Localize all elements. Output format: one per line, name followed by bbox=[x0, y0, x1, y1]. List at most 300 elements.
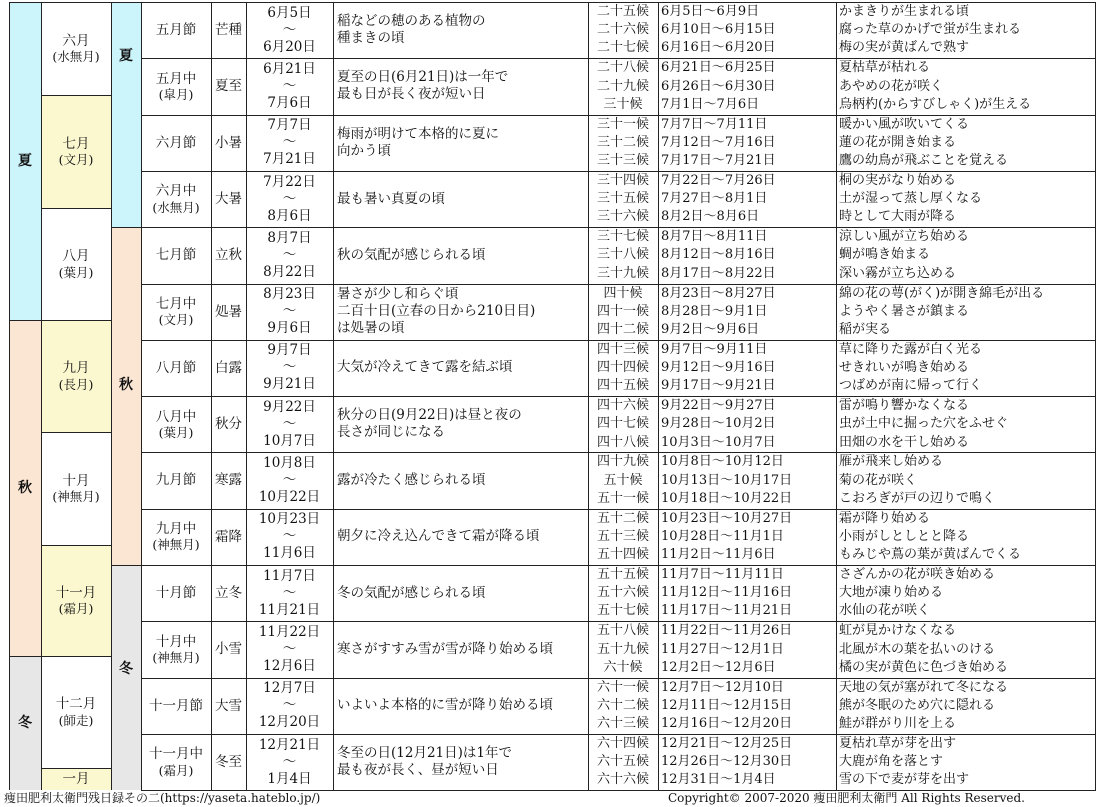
month-cell bbox=[41, 320, 111, 432]
sekki-name: 冬至 bbox=[215, 753, 242, 770]
sekki-kind-cell bbox=[141, 284, 211, 340]
sekki-name-cell bbox=[211, 509, 246, 565]
grid-line bbox=[9, 656, 41, 657]
grid-line bbox=[141, 678, 1096, 679]
sekki-kind-month: (文月) bbox=[158, 312, 194, 328]
footer-copyright: Copyright© 2007-2020 痩田肥利太衛門 All Rights Reserved. bbox=[668, 791, 1025, 805]
sekki-start-date: 7月7日 bbox=[267, 117, 312, 134]
sekki-range-tilde: ～ bbox=[282, 77, 297, 94]
kou-description: 鮭が群がり川を上る bbox=[839, 716, 957, 731]
season-label: 夏 bbox=[18, 152, 32, 169]
sekki-end-date: 11月6日 bbox=[263, 545, 316, 562]
sekki-name-cell bbox=[211, 171, 246, 227]
sekki-name: 秋分 bbox=[215, 416, 242, 433]
kou-description: 蜩が鳴き始まる bbox=[839, 247, 931, 263]
sekki-description-line: 冬の気配が感じられる頃 bbox=[337, 584, 486, 601]
kou-number: 四十七候 bbox=[596, 416, 649, 432]
sekki-dates-cell bbox=[246, 565, 333, 621]
sekki-description-line: 寒さがすすみ雪が雪が降り始める頃 bbox=[337, 640, 554, 657]
sekki-description-line: 暑さが少し和らぐ頃 bbox=[337, 286, 459, 303]
kou-number: 三十三候 bbox=[596, 153, 649, 168]
sekki-range-tilde: ～ bbox=[282, 584, 297, 601]
kou-number: 二十九候 bbox=[596, 78, 649, 94]
kou-number: 五十九候 bbox=[596, 641, 649, 657]
sekki-description-line: 向かう頃 bbox=[337, 142, 391, 159]
kou-number: 三十五候 bbox=[596, 191, 649, 207]
sekki-end-date: 9月21日 bbox=[263, 376, 316, 393]
month-cell bbox=[41, 2, 111, 95]
grid-line bbox=[141, 734, 1096, 735]
grid-line bbox=[111, 2, 112, 790]
season-cell bbox=[9, 320, 41, 656]
month-cell bbox=[41, 432, 111, 545]
sekki-end-date: 9月6日 bbox=[267, 320, 312, 337]
kou-period: 6月5日～6月9日 bbox=[661, 4, 760, 19]
sekki-description-line: は処暑の頃 bbox=[337, 320, 405, 337]
grid-line bbox=[41, 545, 111, 546]
kou-period: 11月7日～11月11日 bbox=[661, 567, 784, 582]
sekki-kind: 九月節 bbox=[155, 472, 197, 489]
kou-period: 9月22日～9月27日 bbox=[661, 398, 776, 414]
sekki-name-cell bbox=[211, 734, 246, 790]
kou-number: 五十一候 bbox=[596, 490, 649, 506]
sekki-range-tilde: ～ bbox=[282, 246, 297, 263]
sekki-name-cell bbox=[211, 452, 246, 508]
sekki-name: 処暑 bbox=[215, 303, 242, 320]
season-cell bbox=[9, 2, 41, 320]
sekki-start-date: 7月22日 bbox=[263, 173, 316, 190]
kou-number: 三十六候 bbox=[596, 209, 649, 225]
grid-line bbox=[141, 2, 142, 790]
kou-period: 9月7日～9月11日 bbox=[661, 341, 768, 357]
grid-line bbox=[9, 2, 41, 3]
sekki-start-date: 9月22日 bbox=[263, 398, 316, 415]
sekki-kind-month: (霜月) bbox=[158, 762, 194, 778]
month-cell bbox=[41, 208, 111, 320]
sekki-description-cell bbox=[337, 115, 586, 171]
kou-period: 12月21日～12月25日 bbox=[661, 735, 793, 751]
sekki-description-cell bbox=[337, 734, 586, 790]
kou-period: 6月10日～6月15日 bbox=[661, 22, 776, 38]
kou-number: 五十八候 bbox=[596, 623, 649, 639]
kou-number: 二十五候 bbox=[596, 4, 649, 19]
kou-period: 8月12日～8月16日 bbox=[661, 247, 776, 263]
kou-description: 草に降りた露が白く光る bbox=[839, 341, 983, 357]
sekki-dates-cell bbox=[246, 678, 333, 734]
sekki-kind-cell bbox=[141, 396, 211, 452]
sekki-kind: 六月節 bbox=[155, 134, 197, 151]
sekki-description-cell bbox=[337, 171, 586, 227]
kou-period: 7月27日～8月1日 bbox=[661, 191, 768, 207]
sekki-kind-cell bbox=[141, 171, 211, 227]
month-name: 九月 bbox=[62, 360, 90, 377]
kou-period: 11月27日～12月1日 bbox=[661, 641, 784, 657]
month-alt-name: (長月) bbox=[58, 376, 94, 392]
sekki-range-tilde: ～ bbox=[282, 134, 297, 151]
sekki-description-line: 稲などの穂のある植物の bbox=[337, 13, 486, 30]
kou-period: 12月7日～12月10日 bbox=[661, 679, 784, 695]
grid-line bbox=[141, 565, 1096, 566]
kou-number: 三十二候 bbox=[596, 134, 649, 150]
kou-number: 五十二候 bbox=[596, 510, 649, 526]
grid-line bbox=[1095, 2, 1096, 790]
kou-number: 四十候 bbox=[603, 285, 643, 301]
sekki-range-tilde: ～ bbox=[282, 359, 297, 376]
kou-number: 五十五候 bbox=[596, 567, 649, 582]
sekki-dates-cell bbox=[246, 452, 333, 508]
kou-description: こおろぎが戸の辺りで鳴く bbox=[839, 490, 996, 506]
inner-season-label: 冬 bbox=[119, 661, 133, 677]
kou-description: 大地が凍り始める bbox=[839, 585, 944, 601]
grid-line bbox=[41, 2, 111, 3]
grid-line bbox=[141, 452, 1096, 453]
kou-period: 10月28日～11月1日 bbox=[661, 528, 784, 544]
grid-line bbox=[9, 2, 10, 790]
kou-period: 11月17日～11月21日 bbox=[661, 603, 793, 619]
sekki-description-line: 最も日が長く夜が短い日 bbox=[337, 86, 486, 103]
month-alt-name: (葉月) bbox=[58, 264, 94, 280]
sekki-start-date: 11月7日 bbox=[263, 567, 316, 584]
kou-description: さざんかの花が咲き始める bbox=[839, 567, 996, 582]
kou-number: 六十一候 bbox=[596, 679, 649, 695]
season-label: 冬 bbox=[18, 714, 32, 731]
kou-period: 7月12日～7月16日 bbox=[661, 134, 776, 150]
kou-period: 6月26日～6月30日 bbox=[661, 78, 776, 94]
kou-period: 7月22日～7月26日 bbox=[661, 172, 776, 188]
sekki-start-date: 10月8日 bbox=[263, 455, 316, 472]
sekki-name-cell bbox=[211, 396, 246, 452]
kou-description: 虹が見かけなくなる bbox=[839, 623, 957, 639]
sekki-description-cell bbox=[337, 2, 586, 58]
kou-description: 小雨がしとしとと降る bbox=[839, 528, 970, 544]
sekki-kind-month: (皐月) bbox=[158, 87, 194, 103]
kou-period: 10月8日～10月12日 bbox=[661, 454, 784, 470]
sekki-name-cell bbox=[211, 565, 246, 621]
sekki-description-cell bbox=[337, 678, 586, 734]
sekki-description-line: 長さが同じになる bbox=[337, 424, 445, 441]
sekki-end-date: 11月21日 bbox=[258, 601, 321, 618]
month-alt-name: (神無月) bbox=[52, 489, 100, 505]
sekki-dates-cell bbox=[246, 115, 333, 171]
kou-period: 12月16日～12月20日 bbox=[661, 716, 793, 731]
sekki-kind: 十一月節 bbox=[149, 697, 203, 714]
sekki-name-cell bbox=[211, 58, 246, 114]
sekki-kind: 六月中 bbox=[155, 183, 197, 200]
grid-line bbox=[141, 284, 1096, 285]
month-name: 十二月 bbox=[55, 696, 97, 713]
sekki-end-date: 10月7日 bbox=[263, 432, 316, 449]
grid-line bbox=[41, 432, 111, 433]
kou-period: 11月2日～11月6日 bbox=[661, 547, 776, 563]
grid-line bbox=[836, 2, 837, 790]
kou-number: 五十三候 bbox=[596, 528, 649, 544]
kou-period: 7月17日～7月21日 bbox=[661, 153, 776, 168]
sekki-range-tilde: ～ bbox=[282, 697, 297, 714]
kou-description: 天地の気が塞がれて冬になる bbox=[839, 679, 1009, 695]
sekki-start-date: 6月21日 bbox=[263, 60, 316, 77]
sekki-range-tilde: ～ bbox=[282, 528, 297, 545]
kou-number: 三十一候 bbox=[596, 116, 649, 132]
month-alt-name: (文月) bbox=[58, 152, 94, 168]
sekki-end-date: 8月6日 bbox=[267, 207, 312, 224]
grid-line bbox=[111, 227, 141, 228]
kou-description: 田畑の水を干し始める bbox=[839, 434, 970, 450]
grid-line bbox=[211, 2, 212, 790]
sekki-start-date: 9月7日 bbox=[267, 342, 312, 359]
kou-period: 12月11日～12月15日 bbox=[661, 697, 793, 713]
month-cell bbox=[41, 768, 111, 790]
kou-period: 9月17日～9月21日 bbox=[661, 378, 776, 394]
grid-line bbox=[41, 656, 111, 657]
kou-description: 雪の下で麦が芽を出す bbox=[839, 772, 970, 788]
sekki-kind-cell bbox=[141, 115, 211, 171]
sekki-description-cell bbox=[337, 58, 586, 114]
sekki-kind: 七月中 bbox=[155, 296, 197, 313]
sekki-description-line: 夏至の日(6月21日)は一年で bbox=[337, 69, 509, 86]
kou-period: 8月2日～8月6日 bbox=[661, 209, 760, 225]
sekki-description-line: 梅雨が明けて本格的に夏に bbox=[337, 125, 499, 142]
kou-description: 北風が木の葉を払いのける bbox=[839, 641, 996, 657]
kou-description: 水仙の花が咲く bbox=[839, 603, 931, 619]
sekki-dates-cell bbox=[246, 621, 333, 677]
kou-description: 菊の花が咲く bbox=[839, 472, 918, 488]
kou-number: 六十六候 bbox=[596, 772, 649, 788]
sekki-start-date: 11月22日 bbox=[258, 623, 321, 640]
grid-line bbox=[41, 95, 111, 96]
sekki-description-cell bbox=[337, 340, 586, 396]
kou-period: 8月28日～9月1日 bbox=[661, 303, 768, 319]
sekki-name-cell bbox=[211, 115, 246, 171]
grid-line bbox=[141, 2, 1096, 3]
sekki-kind: 五月中 bbox=[155, 70, 197, 87]
month-cell bbox=[41, 656, 111, 768]
season-cell bbox=[9, 656, 41, 790]
sekki-name: 大雪 bbox=[215, 697, 242, 714]
inner-season-cell bbox=[111, 227, 141, 565]
sekki-name-cell bbox=[211, 621, 246, 677]
sekki-name: 霜降 bbox=[215, 528, 242, 545]
kou-description: 土が湿って蒸し厚くなる bbox=[839, 191, 983, 207]
sekki-name-cell bbox=[211, 227, 246, 283]
season-label: 秋 bbox=[18, 479, 32, 496]
sekki-description-cell bbox=[337, 509, 586, 565]
kou-description: 霜が降り始める bbox=[839, 510, 931, 526]
month-cell bbox=[41, 95, 111, 208]
sekki-dates-cell bbox=[246, 734, 333, 790]
kou-number: 三十九候 bbox=[596, 265, 649, 281]
sekki-dates-cell bbox=[246, 396, 333, 452]
kou-description: 蓮の花が開き始まる bbox=[839, 134, 957, 150]
kou-number: 五十四候 bbox=[596, 547, 649, 563]
sekki-description-line: 最も暑い真夏の頃 bbox=[337, 190, 445, 207]
sekki-description-cell bbox=[337, 452, 586, 508]
kou-description: 大鹿が角を落とす bbox=[839, 754, 944, 770]
kou-period: 11月22日～11月26日 bbox=[661, 623, 793, 639]
kou-description: ようやく暑さが鎮まる bbox=[839, 303, 970, 319]
sekki-start-date: 8月23日 bbox=[263, 286, 316, 303]
kou-number: 五十六候 bbox=[596, 585, 649, 601]
sekki-name-cell bbox=[211, 284, 246, 340]
inner-season-cell bbox=[111, 2, 141, 227]
kou-period: 8月23日～8月27日 bbox=[661, 285, 776, 301]
grid-line bbox=[658, 2, 659, 790]
month-name: 七月 bbox=[62, 135, 90, 152]
sekki-description-line: 二百十日(立春の日から210日目) bbox=[337, 303, 536, 320]
kou-number: 四十六候 bbox=[596, 398, 649, 414]
sekki-name-cell bbox=[211, 340, 246, 396]
kou-period: 6月16日～6月20日 bbox=[661, 40, 776, 56]
sekki-kind-cell bbox=[141, 340, 211, 396]
sekki-range-tilde: ～ bbox=[282, 190, 297, 207]
kou-number: 四十四候 bbox=[596, 360, 649, 375]
kou-number: 四十一候 bbox=[596, 303, 649, 319]
sekki-name: 小雪 bbox=[215, 641, 242, 658]
sekki-dates-cell bbox=[246, 227, 333, 283]
sekki-kind: 五月節 bbox=[155, 22, 197, 39]
kou-description: 雁が飛来し始める bbox=[839, 454, 944, 470]
kou-number: 三十候 bbox=[603, 96, 643, 112]
sekki-dates-cell bbox=[246, 284, 333, 340]
sekki-start-date: 10月23日 bbox=[258, 511, 321, 528]
inner-season-cell bbox=[111, 565, 141, 790]
kou-number: 四十九候 bbox=[596, 454, 649, 470]
sekki-name: 立秋 bbox=[215, 247, 242, 264]
sekki-range-tilde: ～ bbox=[282, 303, 297, 320]
sekki-dates-cell bbox=[246, 171, 333, 227]
kou-number: 四十八候 bbox=[596, 434, 649, 450]
kou-period: 12月2日～12月6日 bbox=[661, 659, 776, 675]
sekki-kind-month: (神無月) bbox=[152, 537, 200, 553]
sekki-name: 大暑 bbox=[215, 190, 242, 207]
kou-period: 10月13日～10月17日 bbox=[661, 472, 793, 488]
grid-line bbox=[141, 621, 1096, 622]
sekki-description-line: 大気が冷えてきて露を結ぶ頃 bbox=[337, 359, 513, 376]
grid-line bbox=[9, 320, 41, 321]
sekki-kind: 十月中 bbox=[155, 633, 197, 650]
grid-line bbox=[141, 340, 1096, 341]
kou-number: 四十三候 bbox=[596, 341, 649, 357]
sekki-description-line: 秋の気配が感じられる頃 bbox=[337, 246, 486, 263]
kou-description: あやめの花が咲く bbox=[839, 78, 944, 94]
kou-description: 夏枯草が枯れる bbox=[839, 60, 931, 76]
kou-period: 9月2日～9月6日 bbox=[661, 321, 760, 337]
kou-description: 時として大雨が降る bbox=[839, 209, 957, 225]
sekki-range-tilde: ～ bbox=[282, 640, 297, 657]
grid-line bbox=[141, 58, 1096, 59]
sekki-description-cell bbox=[337, 565, 586, 621]
sekki-end-date: 1月4日 bbox=[267, 770, 312, 787]
grid-line bbox=[141, 396, 1096, 397]
kou-number: 五十七候 bbox=[596, 603, 649, 619]
grid-line bbox=[41, 208, 111, 209]
sekki-description-line: 最も夜が長く、昼が短い日 bbox=[337, 762, 499, 779]
kou-description: もみじや蔦の葉が黄ばんでくる bbox=[839, 547, 1022, 563]
sekki-description-line: 種まきの頃 bbox=[337, 30, 405, 47]
sekki-description-line: 冬至の日(12月21日)は1年で bbox=[337, 745, 512, 762]
sekki-name: 小暑 bbox=[215, 134, 242, 151]
kou-description: 熊が冬眠のため穴に隠れる bbox=[839, 697, 996, 713]
month-name: 十一月 bbox=[55, 584, 97, 601]
kou-number: 二十六候 bbox=[596, 22, 649, 38]
sekki-start-date: 12月21日 bbox=[258, 736, 321, 753]
inner-season-label: 夏 bbox=[119, 48, 133, 64]
kou-description: 涼しい風が立ち始める bbox=[839, 229, 970, 245]
kou-period: 7月7日～7月11日 bbox=[661, 116, 768, 132]
month-name: 六月 bbox=[62, 32, 90, 49]
month-cell bbox=[41, 545, 111, 656]
sekki-description-line: 露が冷たく感じられる頃 bbox=[337, 472, 486, 489]
sekki-kind: 十月節 bbox=[155, 585, 197, 602]
sekki-dates-cell bbox=[246, 509, 333, 565]
sekki-kind: 十一月中 bbox=[149, 746, 203, 763]
kou-description: 稲が実る bbox=[839, 321, 892, 337]
kou-number: 三十七候 bbox=[596, 229, 649, 245]
grid-line bbox=[141, 115, 1096, 116]
sekki-description-cell bbox=[337, 227, 586, 283]
month-name: 八月 bbox=[62, 248, 90, 265]
grid-line bbox=[111, 565, 141, 566]
month-alt-name: (水無月) bbox=[52, 49, 100, 65]
kou-number: 五十候 bbox=[603, 472, 643, 488]
sekki-end-date: 8月22日 bbox=[263, 263, 316, 280]
sekki-name: 寒露 bbox=[215, 472, 242, 489]
grid-line bbox=[41, 2, 42, 790]
grid-line bbox=[41, 768, 111, 769]
kou-description: つばめが南に帰って行く bbox=[839, 378, 983, 394]
sekki-start-date: 8月7日 bbox=[267, 229, 312, 246]
sekki-range-tilde: ～ bbox=[282, 472, 297, 489]
sekki-start-date: 6月5日 bbox=[267, 4, 312, 21]
sekki-dates-cell bbox=[246, 340, 333, 396]
sekki-kind: 九月中 bbox=[155, 521, 197, 538]
kou-description: 綿の花の萼(がく)が開き綿毛が出る bbox=[839, 285, 1045, 301]
grid-line bbox=[141, 227, 1096, 228]
kou-period: 10月23日～10月27日 bbox=[661, 510, 793, 526]
sekki-name: 芒種 bbox=[215, 22, 242, 39]
kou-period: 8月7日～8月11日 bbox=[661, 229, 768, 245]
grid-line bbox=[111, 2, 141, 3]
sekki-name: 白露 bbox=[215, 359, 242, 376]
month-name: 一月 bbox=[62, 770, 90, 787]
kou-description: 深い霧が立ち込める bbox=[839, 265, 957, 281]
sekki-description-cell bbox=[337, 621, 586, 677]
kou-number: 四十五候 bbox=[596, 378, 649, 394]
kou-description: 桐の実がなり始める bbox=[839, 172, 957, 188]
kou-number: 六十五候 bbox=[596, 754, 649, 770]
sekki-kind-month: (神無月) bbox=[152, 650, 200, 666]
kou-period: 8月17日～8月22日 bbox=[661, 265, 776, 281]
sekki-end-date: 12月6日 bbox=[263, 657, 316, 674]
grid-line bbox=[41, 320, 111, 321]
footer-source: 痩田肥利太衛門残日録その二(https://yaseta.hateblo.jp/) bbox=[4, 791, 321, 805]
sekki-name: 夏至 bbox=[215, 78, 242, 95]
kou-description: 梅の実が黄ばんで熟す bbox=[839, 40, 970, 56]
kou-period: 12月31日～1月4日 bbox=[661, 772, 776, 788]
kou-number: 六十四候 bbox=[596, 735, 649, 751]
sekki-dates-cell bbox=[246, 58, 333, 114]
kou-description: 鷹の幼鳥が飛ぶことを覚える bbox=[839, 153, 1009, 168]
kou-period: 9月28日～10月2日 bbox=[661, 416, 776, 432]
kou-description: 夏枯れ草が芽を出す bbox=[839, 735, 957, 751]
sekki-kind-cell bbox=[141, 2, 211, 58]
kou-description: せきれいが鳴き始める bbox=[839, 360, 970, 375]
sekki-description-line: 秋分の日(9月22日)は昼と夜の bbox=[337, 407, 522, 424]
kou-description: 腐った草のかげで蛍が生まれる bbox=[839, 22, 1022, 38]
sekki-name-cell bbox=[211, 2, 246, 58]
kou-description: 雷が鳴り響かなくなる bbox=[839, 398, 970, 414]
sekki-end-date: 7月21日 bbox=[263, 151, 316, 168]
kou-description: かまきりが生まれる頃 bbox=[839, 4, 970, 19]
